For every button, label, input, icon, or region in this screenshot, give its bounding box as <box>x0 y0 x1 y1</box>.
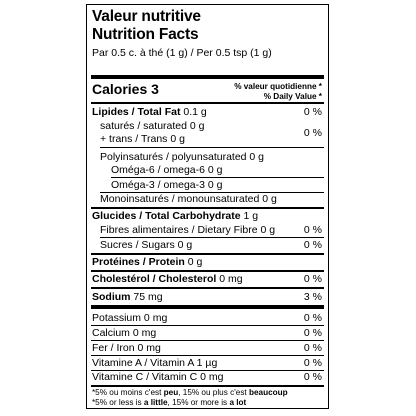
sugars-row: Sucres / Sugars 0 g <box>100 239 193 251</box>
iron-percent: 0 % <box>303 342 322 354</box>
footnote-text: *5% or less is <box>92 398 144 407</box>
divider <box>91 340 324 341</box>
vitamin-a-percent: 0 % <box>303 357 322 369</box>
divider-thick <box>91 305 324 309</box>
divider <box>91 287 324 289</box>
potassium-percent: 0 % <box>303 312 322 324</box>
footnote-emphasis: beaucoup <box>248 388 288 397</box>
potassium-row: Potassium 0 mg <box>92 312 168 324</box>
footnote-text: , 15% ou plus c'est <box>178 388 249 397</box>
divider <box>100 237 324 238</box>
footnote-text: , 15% or more is <box>167 398 230 407</box>
carbohydrate-row <box>92 210 258 222</box>
fat-row <box>92 106 207 118</box>
serving-size: Par 0.5 c. à thé (1 g) / Per 0.5 tsp (1 g) <box>92 47 272 59</box>
vitamin-c-percent: 0 % <box>303 371 322 383</box>
sugars-percent: 0 % <box>303 239 322 251</box>
title-english: Nutrition Facts <box>92 26 199 43</box>
footnote-emphasis: a lot <box>229 398 247 407</box>
footnote-emphasis: peu <box>163 388 179 397</box>
sodium-amount: 75 mg <box>133 291 163 303</box>
polyunsaturated-row: Polyinsaturés / polyunsaturated 0 g <box>100 151 265 163</box>
protein-row <box>92 256 202 268</box>
carbohydrate-label: Glucides / Total Carbohydrate <box>92 210 241 222</box>
protein-label: Protéines / Protein <box>92 256 185 268</box>
calcium-percent: 0 % <box>303 327 322 339</box>
cholesterol-label: Cholestérol / Cholesterol <box>92 273 217 285</box>
divider <box>91 102 324 104</box>
footnote-english <box>92 398 246 407</box>
vitamin-c-row: Vitamine C / Vitamin C 0 mg <box>92 371 224 383</box>
saturated-trans-percent: 0 % <box>303 127 322 139</box>
calcium-row: Calcium 0 mg <box>92 327 157 339</box>
sodium-label: Sodium <box>92 291 131 303</box>
sodium-row <box>92 291 163 303</box>
cholesterol-amount: 0 mg <box>219 273 243 285</box>
divider <box>91 385 324 387</box>
omega3-row: Oméga-3 / omega-3 0 g <box>111 179 223 191</box>
nutrition-facts-table <box>86 4 329 409</box>
carbohydrate-amount: 1 g <box>243 210 259 222</box>
footnote-text: *5% ou moins c'est <box>92 388 164 397</box>
divider <box>100 147 324 148</box>
vitamin-a-row: Vitamine A / Vitamin A 1 µg <box>92 357 218 369</box>
fat-percent: 0 % <box>303 106 322 118</box>
dv-header-french: % valeur quotidienne * <box>234 82 322 91</box>
cholesterol-percent: 0 % <box>303 273 322 285</box>
omega6-row: Oméga-6 / omega-6 0 g <box>111 164 223 176</box>
fat-amount: 0.1 g <box>183 106 207 118</box>
trans-row: + trans / Trans 0 g <box>100 133 185 145</box>
divider <box>91 325 324 326</box>
fibre-percent: 0 % <box>303 224 322 236</box>
divider <box>91 253 324 255</box>
fat-label: Lipides / Total Fat <box>92 106 181 118</box>
divider <box>111 177 324 178</box>
divider-thick <box>91 75 324 79</box>
dv-header-english: % Daily Value * <box>263 92 322 101</box>
monounsaturated-row: Monoinsaturés / monounsaturated 0 g <box>100 193 277 205</box>
cholesterol-row <box>92 273 243 285</box>
divider <box>91 355 324 356</box>
iron-row: Fer / Iron 0 mg <box>92 342 161 354</box>
divider <box>91 207 324 209</box>
divider <box>91 270 324 272</box>
calories: Calories 3 <box>92 81 159 97</box>
protein-amount: 0 g <box>187 256 203 268</box>
footnote-emphasis: a little <box>143 398 168 407</box>
saturated-row: saturés / saturated 0 g <box>100 120 205 132</box>
title-french: Valeur nutritive <box>92 8 201 25</box>
sodium-percent: 3 % <box>303 291 322 303</box>
footnote-french <box>92 388 288 397</box>
fibre-row: Fibres alimentaires / Dietary Fibre 0 g <box>100 224 276 236</box>
